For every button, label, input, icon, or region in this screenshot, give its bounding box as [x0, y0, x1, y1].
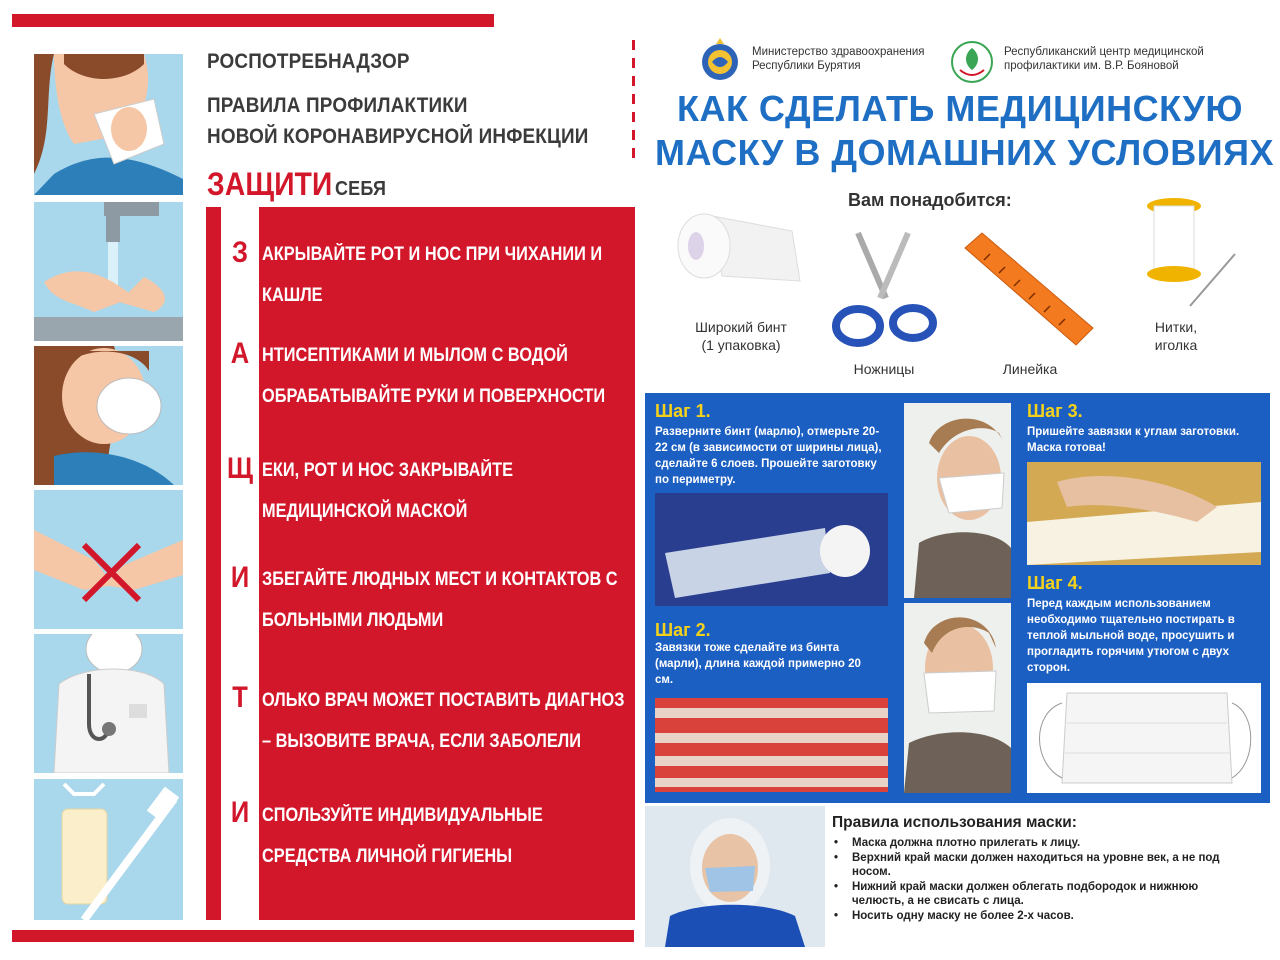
scissors-label: Ножницы [853, 361, 915, 377]
center-name-line1: Республиканский центр медицинской [1004, 46, 1204, 58]
list-item: • Носить одну маску не более 2-х часов. [832, 909, 1252, 924]
rule-text: ОЛЬКО ВРАЧ МОЖЕТ ПОСТАВИТЬ ДИАГНОЗ – ВЫЗОВИТЕ ВРАЧА, ЕСЛИ ЗАБОЛЕЛИ [262, 690, 625, 752]
rule-text: ЗБЕГАЙТЕ ЛЮДНЫХ МЕСТ И КОНТАКТОВ С БОЛЬНЫМИ ЛЮДЬМИ [262, 569, 618, 631]
ministry-name-line2: Республики Бурятия [752, 60, 861, 72]
no-handshake-illustration [34, 490, 183, 629]
step3-sewing-photo [1027, 462, 1261, 565]
rule-letter: Т [232, 681, 248, 714]
self-heading: СЕБЯ [335, 178, 387, 200]
list-item: • Верхний край маски должен находиться на уровне век, а не под носом. [832, 851, 1252, 880]
step1-text: Разверните бинт (марлю), отмерьте 20-22 см (в зависимости от ширины лица), сделайте 6 слоев. Прошейте заготовку по периметру. [655, 426, 882, 486]
woman-with-mask-photo-1 [904, 403, 1011, 598]
thread-needle-icon [1140, 196, 1240, 314]
materials-heading: Вам понадобится: [848, 190, 1012, 210]
bandage-roll-icon [672, 196, 804, 296]
boy-with-mask-photo [645, 806, 825, 947]
step4-title: Шаг 4. [1027, 573, 1083, 593]
list-item: • Нижний край маски должен облегать подбородок и нижнюю челюсть, а не свисать с лица. [832, 880, 1252, 909]
finished-mask-photo [1027, 683, 1261, 793]
rule-text: ЕКИ, РОТ И НОС ЗАКРЫВАЙТЕ МЕДИЦИНСКОЙ МАСКОЙ [262, 460, 514, 522]
center-name-line2: профилактики им. В.Р. Бояновой [1004, 60, 1179, 72]
thread-label-line1: Нитки, [1154, 319, 1198, 335]
handwashing-illustration [34, 202, 183, 341]
step2-title: Шаг 2. [655, 620, 711, 640]
step1-bandage-photo [655, 493, 888, 606]
bandage-label-line2: (1 упаковка) [701, 337, 781, 353]
protect-heading: ЗАЩИТИ [207, 166, 333, 202]
rules-title-line1: ПРАВИЛА ПРОФИЛАКТИКИ [207, 94, 468, 117]
ministry-name-line1: Министерство здравоохранения [752, 46, 925, 58]
sneezing-illustration [34, 54, 183, 195]
scissors-icon [828, 228, 938, 354]
step1-title: Шаг 1. [655, 401, 711, 421]
hygiene-items-illustration [34, 779, 183, 920]
rule-letter: И [230, 561, 250, 594]
woman-with-mask-illustration [34, 346, 183, 485]
step2-text: Завязки тоже сделайте из бинта (марли), длина каждой примерно 20 см. [655, 642, 861, 686]
usage-rules-title: Правила использования маски: [832, 814, 1077, 831]
rule-letter: А [230, 337, 250, 370]
ministry-emblem-icon [698, 38, 742, 82]
divider-dashes [632, 40, 635, 160]
ruler-label: Линейка [1002, 361, 1058, 377]
woman-with-mask-photo-2 [904, 603, 1011, 793]
step2-ties-photo [655, 698, 888, 792]
main-title-line2: МАСКУ В ДОМАШНИХ УСЛОВИЯХ [655, 132, 1275, 173]
list-item: • Маска должна плотно прилегать к лицу. [832, 836, 1252, 851]
rules-title-line2: НОВОЙ КОРОНАВИРУСНОЙ ИНФЕКЦИИ [207, 125, 589, 148]
rule-letter: Щ [226, 452, 253, 485]
rule-letter: З [232, 236, 248, 269]
rule-text: СПОЛЬЗУЙТЕ ИНДИВИДУАЛЬНЫЕ СРЕДСТВА ЛИЧНОЙ ГИГИЕНЫ [262, 805, 543, 867]
thread-label-line2: иголка [1154, 337, 1198, 353]
rule-text: НТИСЕПТИКАМИ И МЫЛОМ С ВОДОЙ ОБРАБАТЫВАЙТЕ РУКИ И ПОВЕРХНОСТИ [262, 345, 606, 407]
bottom-red-bar [12, 930, 634, 942]
step3-text: Пришейте завязки к углам заготовки. Маска готова! [1027, 426, 1240, 454]
top-red-bar [12, 14, 494, 27]
rule-letter: И [230, 796, 250, 829]
step3-title: Шаг 3. [1027, 401, 1083, 421]
step4-text: Перед каждым использованием необходимо тщательно постирать в теплой мыльной воде, просушить и прогладить горячим утюгом с двух сторон. [1027, 598, 1235, 674]
bandage-label-line1: Широкий бинт [695, 319, 787, 335]
rule-text: АКРЫВАЙТЕ РОТ И НОС ПРИ ЧИХАНИИ И КАШЛЕ [262, 244, 603, 306]
agency-name: РОСПОТРЕБНАДЗОР [207, 50, 410, 73]
main-title-line1: КАК СДЕЛАТЬ МЕДИЦИНСКУЮ [676, 88, 1244, 129]
ruler-icon [960, 228, 1098, 350]
usage-rules-list [832, 836, 1252, 923]
doctor-illustration [34, 634, 183, 773]
center-logo-icon [950, 40, 994, 84]
